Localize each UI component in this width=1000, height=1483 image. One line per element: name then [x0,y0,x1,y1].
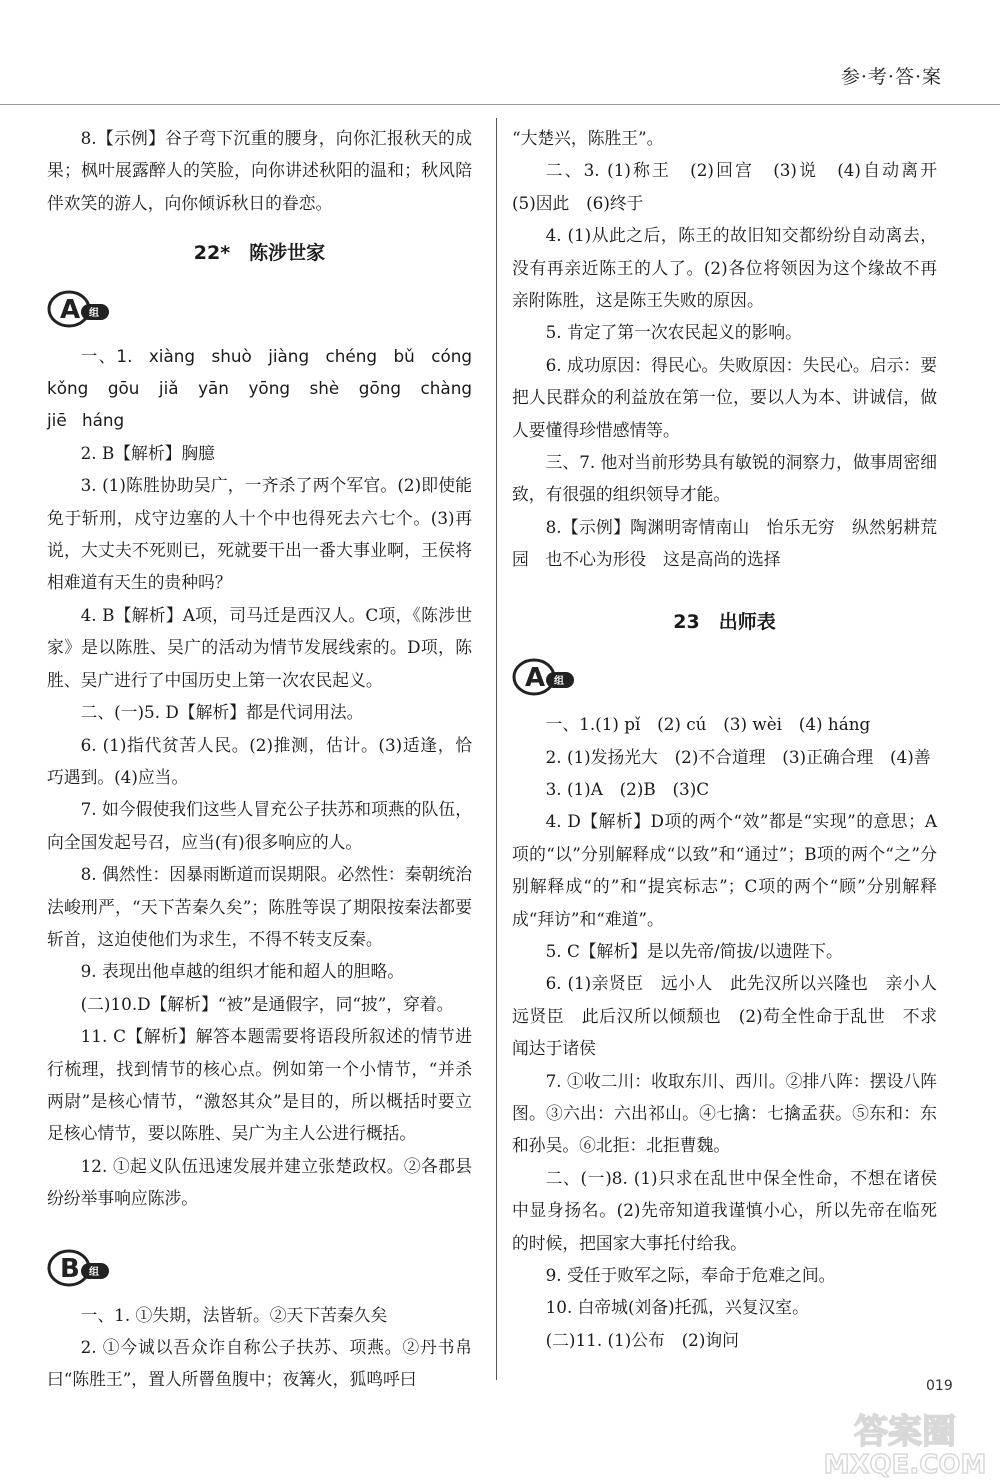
watermark-line2: MXQE.COM [823,1450,987,1479]
group-a-badge [47,284,472,340]
answer-9: 9. 表现出他卓越的组织才能和超人的胆略。 [80,961,405,982]
answer-r4: 4. (1)从此之后，陈王的故旧知交都纷纷自动离去，没有再亲近陈王的人了。(2)各位将领因为这个缘故不再亲附陈胜，这是陈王失败的原因。 [512,225,937,311]
answer-4: 4. B【解析】A项，司马迁是西汉人。C项，《陈涉世家》是以陈胜、吴广的活动为情节发展线索的。D项，陈胜、吴广进行了中国历史上第一次农民起义。 [47,604,472,690]
answer-6: 6. (1)指代贫苦人民。(2)推测，估计。(3)适逢，恰巧遇到。(4)应当。 [47,734,472,787]
right-column [512,122,954,1356]
badge-letter: B [60,1253,80,1284]
badge-sub: 组 [554,676,564,688]
badge-letter: A [60,294,81,325]
answer-1-pinyin: 一、1. xiàng shuò jiàng chéng bǔ cóng kǒng gōu jiǎ yān yōng shè gōng chàng jiē háng [47,345,472,431]
answer-r7: 三、7. 他对当前形势具有敏锐的洞察力，做事周密细致，有很强的组织领导才能。 [512,452,937,505]
answer-8-example: 8.【示例】谷子弯下沉重的腰身，向你汇报秋天的成果；枫叶展露醉人的笑脸，向你讲述秋阳的温和；秋风陪伴欢笑的游人，向你倾诉秋日的眷恋。 [47,128,472,213]
answer-b1: 一、1. ①失期，法皆斩。②天下苦秦久矣 [80,1304,388,1325]
badge-letter: A [525,663,546,694]
group-b-badge [47,1243,472,1299]
answer-r6: 6. 成功原因：得民心。失败原因：失民心。启示：要把人民群众的利益放在第一位，要以人为本、讲诚信，做人要懂得珍惜感情等。 [512,354,937,440]
column-divider [496,118,497,1380]
answer-2: 2. B【解析】胸臆 [80,442,215,463]
left-column [47,122,472,1396]
answer-c8: 二、(一)8. (1)只求在乱世中保全性命，不想在诸侯中显身扬名。(2)先帝知道我谨慎小心，所以先帝在临死的时候，把国家大事托付给我。 [512,1167,937,1253]
group-a-badge-2 [512,652,937,708]
page-number: 019 [926,1378,953,1394]
answer-12: 12. ①起义队伍迅速发展并建立张楚政权。②各郡县纷纷举事响应陈涉。 [47,1155,472,1209]
header-rule [0,104,1000,105]
section-title-22: 22* 陈涉世家 [193,242,326,265]
answer-b2: 2. ①今诚以吾众诈自称公子扶苏、项燕。②丹书帛曰“陈胜王”，置人所罾鱼腹中；夜篝火，狐鸣呼曰 [47,1337,472,1390]
section-title-23: 23 出师表 [673,610,776,633]
answer-8: 8. 偶然性：因暴雨断道而误期限。必然性：秦朝统治法峻刑严，“天下苦秦久矣”；陈胜等误了期限按秦法都要斩首，这迫使他们为求生，不得不转支反秦。 [47,864,472,949]
answer-c10: 10. 白帝城(刘备)托孤，兴复汉室。 [545,1297,809,1318]
page-header: 参·考·答·案 [840,66,942,88]
answer-r5: 5. 肯定了第一次农民起义的影响。 [545,322,802,343]
badge-sub: 组 [89,307,99,319]
group-b-icon [47,1249,113,1287]
answer-c6: 6. (1)亲贤臣 远小人 此先汉所以兴隆也 亲小人 远贤臣 此后汉所以倾颓也 (2)苟全性命于乱世 不求闻达于诸侯 [512,973,954,1059]
answer-c9: 9. 受任于败军之际，奉命于危难之间。 [545,1265,836,1285]
answer-c7: 7. ①收二川：收取东川、西川。②排八阵：摆设八阵图。③六出：六出祁山。④七擒：七擒孟获。⑤东和：东和孙吴。⑥北拒：北拒曹魏。 [512,1070,937,1156]
answer-c2: 2. (1)发扬光大 (2)不合道理 (3)正确合理 (4)善 [545,746,931,767]
answer-c3: 3. (1)A (2)B (3)C [545,778,710,799]
answer-r8: 8.【示例】陶渊明寄情南山 怡乐无穷 纵然躬耕荒园 也不心为形役 这是高尚的选择 [512,516,937,570]
answer-11: 11. C【解析】解答本题需要将语段所叙述的情节进行梳理，找到情节的核心点。例如第一个小情节，“并杀两尉”是核心情节，“激怒其众”是目的，所以概括时要立足核心情节，要以陈胜、吴广为主人公进行概括。 [47,1026,472,1144]
group-a-icon [512,658,578,696]
group-a-icon [47,290,113,328]
answer-10: (二)10.D【解析】“被”是通假字，同“披”，穿着。 [80,993,454,1014]
answer-c11: (二)11. (1)公布 (2)询问 [545,1329,739,1350]
answer-c5: 5. C【解析】是以先帝/简拔/以遗陛下。 [545,940,843,961]
answer-5: 二、(一)5. D【解析】都是代词用法。 [80,702,364,723]
answer-3: 3. (1)陈胜协助吴广，一齐杀了两个军官。(2)即使能免于斩刑，戍守边塞的人十个中也得死去六七个。(3)再说，大丈夫不死则已，死就要干出一番大事业啊，王侯将相难道有天生的贵种吗？ [47,475,472,593]
answer-b2-cont: “大楚兴，陈胜王”。 [512,128,664,148]
watermark-line1: 答案圈 [854,1412,956,1452]
answer-r3: 二、3. (1)称王 (2)回宫 (3)说 (4)自动离开 (5)因此 (6)终于 [512,160,954,213]
watermark-logo [816,1403,994,1479]
answer-7: 7. 如今假使我们这些人冒充公子扶苏和项燕的队伍，向全国发起号召，应当(有)很多响应的人。 [47,799,472,852]
badge-sub: 组 [89,1266,99,1278]
answer-c4: 4. D【解析】D项的两个“效”都是“实现”的意思；A项的“以”分别解释成“以致”和“通过”；B项的两个“之”分别解释成“的”和“提宾标志”；C项的两个“顾”分别解释成“拜访”和“难道”。 [512,811,937,929]
answer-c1: 一、1.(1) pǐ (2) cú (3) wèi (4) háng [545,714,871,735]
